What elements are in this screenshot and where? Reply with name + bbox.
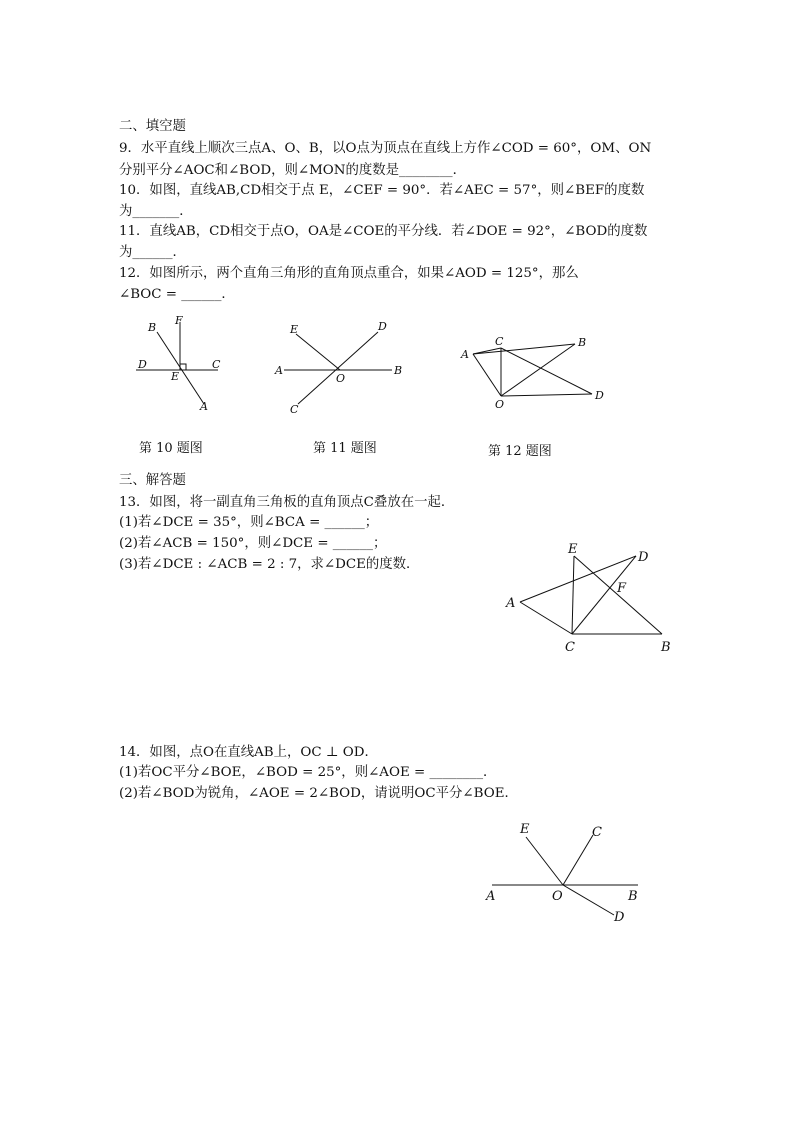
question-13-part-2: (2)若∠ACB = 150°，则∠DCE = ______； <box>119 536 387 551</box>
fig11-line-cd <box>298 332 378 404</box>
fig14-label-e: E <box>520 822 530 837</box>
question-11-line-1: 11．直线AB，CD相交于点O，OA是∠COE的平分线．若∠DOE = 92°，∠BOD的度数 <box>119 224 648 239</box>
fig13-label-f: F <box>617 581 627 596</box>
question-10-line-1: 10．如图，直线AB,CD相交于点 E，∠CEF = 90°．若∠AEC = 57°，则∠BEF的度数 <box>119 183 645 198</box>
fig12-oa <box>473 354 501 396</box>
fig13-ec <box>572 556 574 634</box>
question-13-part-3: (3)若∠DCE : ∠ACB = 2 : 7，求∠DCE的度数． <box>119 557 420 572</box>
fig13-ac <box>520 602 572 634</box>
fig14-label-o: O <box>552 889 563 904</box>
fig12-ab <box>473 344 575 354</box>
fig13-label-c: C <box>565 640 575 655</box>
fig14-label-b: B <box>628 889 638 904</box>
section-heading-problems: 三、解答题 <box>119 473 186 488</box>
fig11-label-o: O <box>336 372 346 385</box>
fig12-cd <box>501 348 592 394</box>
fig10-label-e: E <box>171 370 180 383</box>
fig10-label-f: F <box>175 314 183 327</box>
fig12-label-b: B <box>578 336 587 349</box>
question-14-part-2: (2)若∠BOD为锐角，∠AOE = 2∠BOD，请说明OC平分∠BOE． <box>119 786 518 801</box>
fig14-label-c: C <box>592 825 602 840</box>
section-heading-fill-in: 二、填空题 <box>119 119 186 134</box>
fig10-label-a: A <box>200 400 208 413</box>
fig11-label-c: C <box>290 403 299 416</box>
fig11-label-a: A <box>275 364 283 377</box>
question-9-line-2: 分别平分∠AOC和∠BOD，则∠MON的度数是________． <box>119 163 467 178</box>
question-14-part-1: (1)若OC平分∠BOE，∠BOD = 25°，则∠AOE = ________． <box>119 765 497 780</box>
fig13-label-b: B <box>661 640 671 655</box>
question-13-line-1: 13．如图，将一副直角三角板的直角顶点C叠放在一起． <box>119 495 455 510</box>
figure-11-caption: 第 11 题图 <box>313 441 377 456</box>
fig14-ray-od <box>563 885 614 915</box>
fig10-label-c: C <box>212 358 221 371</box>
figure-10 <box>130 312 230 417</box>
fig13-label-d: D <box>638 550 649 565</box>
fig10-label-b: B <box>148 321 157 334</box>
question-13-part-1: (1)若∠DCE = 35°，则∠BCA = ______； <box>119 515 379 530</box>
figure-13 <box>500 540 680 660</box>
fig11-ray-oe <box>296 334 340 370</box>
figure-12-caption: 第 12 题图 <box>488 444 552 459</box>
fig11-label-d: D <box>378 320 387 333</box>
question-11-line-2: 为______． <box>119 245 186 260</box>
question-12-line-2: ∠BOC = ______． <box>119 287 235 302</box>
fig12-ob <box>501 344 575 396</box>
fig11-label-e: E <box>290 323 299 336</box>
fig13-cd <box>572 556 636 634</box>
fig14-label-a: A <box>486 889 496 904</box>
fig14-ray-oc <box>563 835 593 885</box>
fig12-label-a: A <box>461 348 469 361</box>
fig13-label-a: A <box>506 596 516 611</box>
figure-11 <box>270 316 410 421</box>
fig12-label-o: O <box>495 398 505 411</box>
figure-12 <box>455 330 615 415</box>
fig14-label-d: D <box>614 910 625 925</box>
figure-14 <box>480 815 650 930</box>
question-9-line-1: 9．水平直线上顺次三点A、O、B，以O点为顶点在直线上方作∠COD = 60°，OM、ON <box>119 141 652 156</box>
figure-10-caption: 第 10 题图 <box>139 441 203 456</box>
fig11-label-b: B <box>394 364 403 377</box>
fig14-ray-oe <box>526 837 563 885</box>
fig13-label-e: E <box>568 542 578 557</box>
fig12-label-c: C <box>495 335 504 348</box>
fig12-label-d: D <box>595 389 604 402</box>
fig10-label-d: D <box>138 358 147 371</box>
question-14-line-1: 14．如图，点O在直线AB上，OC ⊥ OD． <box>119 745 378 760</box>
question-12-line-1: 12．如图所示，两个直角三角形的直角顶点重合，如果∠AOD = 125°，那么 <box>119 266 579 281</box>
question-10-line-2: 为_______． <box>119 204 193 219</box>
fig12-od <box>501 394 592 396</box>
